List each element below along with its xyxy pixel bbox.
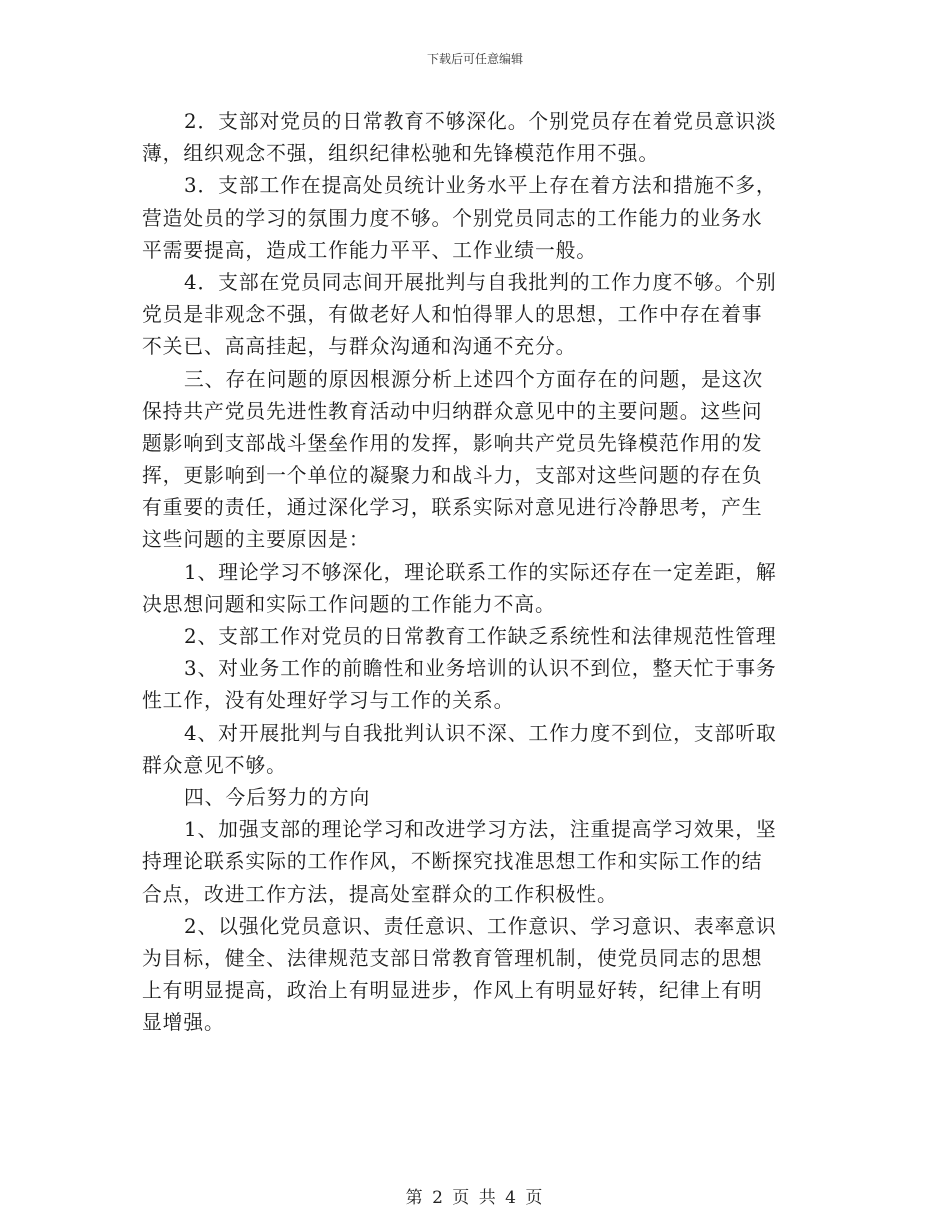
paragraph-line: 3．支部工作在提高处员统计业务水平上存在着方法和措施不多， <box>184 174 777 198</box>
paragraph-line: 3、对业务工作的前瞻性和业务培训的认识不到位，整天忙于事务 <box>184 657 777 681</box>
paragraph-line: 党员是非观念不强，有做老好人和怕得罪人的思想，工作中存在着事 <box>142 303 763 327</box>
paragraph-line: 持理论联系实际的工作作风，不断探究找准思想工作和实际工作的结 <box>142 850 763 874</box>
paragraph-line: 合点，改进工作方法，提高处室群众的工作积极性。 <box>142 882 618 906</box>
page-number-footer: 第 2 页 共 4 页 <box>405 1188 545 1208</box>
paragraph-line: 决思想问题和实际工作问题的工作能力不高。 <box>142 592 556 616</box>
paragraph-line: 这些问题的主要原因是： <box>142 528 370 552</box>
paragraph-line: 为目标，健全、法律规范支部日常教育管理机制，使党员同志的思想 <box>142 946 763 970</box>
paragraph-line: 性工作，没有处理好学习与工作的关系。 <box>142 689 515 713</box>
paragraph-line: 2、以强化党员意识、责任意识、工作意识、学习意识、表率意识 <box>184 914 777 938</box>
paragraph-line: 题影响到支部战斗堡垒作用的发挥，影响共产党员先锋模范作用的发 <box>142 431 763 455</box>
paragraph-line: 4、对开展批判与自我批判认识不深、工作力度不到位，支部听取 <box>184 721 777 745</box>
paragraph-line: 上有明显提高，政治上有明显进步，作风上有明显好转，纪律上有明 <box>142 979 763 1003</box>
paragraph-line: 有重要的责任，通过深化学习，联系实际对意见进行冷静思考，产生 <box>142 496 763 520</box>
paragraph-line: 1、加强支部的理论学习和改进学习方法，注重提高学习效果，坚 <box>184 818 777 842</box>
page-header: 下载后可任意编辑 <box>426 52 523 66</box>
paragraph-line: 营造处员的学习的氛围力度不够。个别党员同志的工作能力的业务水 <box>142 206 763 230</box>
paragraph-line: 挥，更影响到一个单位的凝聚力和战斗力，支部对这些问题的存在负 <box>142 464 763 488</box>
section-heading-line: 三、存在问题的原因根源分析上述四个方面存在的问题，是这次 <box>184 367 764 391</box>
paragraph-line: 1、理论学习不够深化，理论联系工作的实际还存在一定差距，解 <box>184 560 777 584</box>
paragraph-line: 群众意见不够。 <box>142 753 287 777</box>
paragraph-line: 2、支部工作对党员的日常教育工作缺乏系统性和法律规范性管理 <box>184 625 777 648</box>
paragraph-line: 4．支部在党员同志间开展批判与自我批判的工作力度不够。个别 <box>184 270 777 294</box>
paragraph-line: 保持共产党员先进性教育活动中归纳群众意见中的主要问题。这些问 <box>142 399 763 423</box>
paragraph-line: 2．支部对党员的日常教育不够深化。个别党员存在着党员意识淡 <box>184 110 777 133</box>
section-heading-line: 四、今后努力的方向 <box>184 785 371 809</box>
paragraph-line: 平需要提高，造成工作能力平平、工作业绩一般。 <box>142 238 597 262</box>
paragraph-line: 不关已、高高挂起，与群众沟通和沟通不充分。 <box>142 335 577 359</box>
paragraph-line: 薄，组织观念不强，组织纪律松驰和先锋模范作用不强。 <box>142 142 660 166</box>
paragraph-line: 显增强。 <box>142 1011 225 1035</box>
document-body <box>142 106 812 1039</box>
